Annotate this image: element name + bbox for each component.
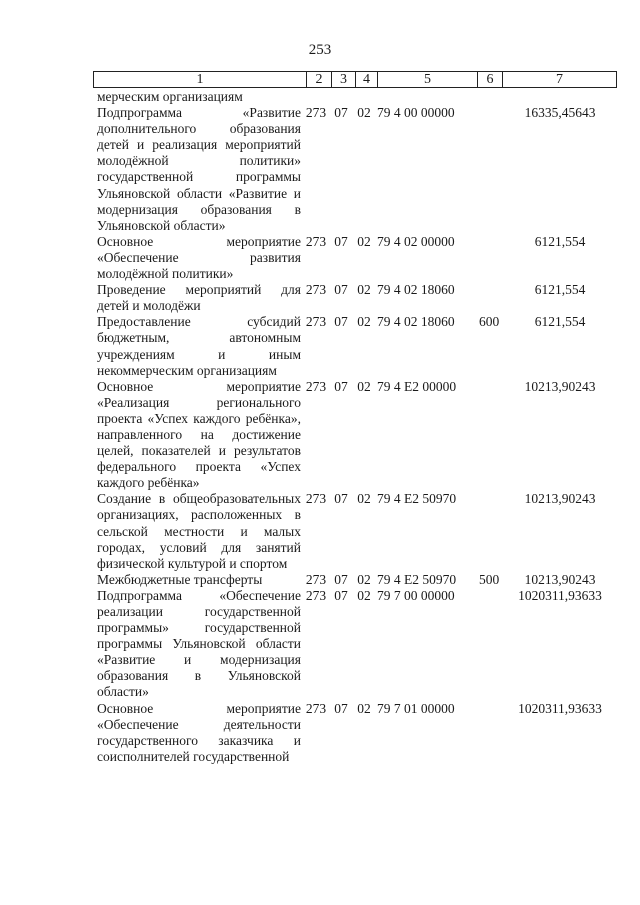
row-code-6: 500 [479, 571, 500, 587]
row-code-4: 02 [357, 700, 371, 716]
row-code-4: 02 [357, 491, 371, 507]
row-code-3: 07 [334, 233, 348, 249]
row-code-4: 02 [357, 571, 371, 587]
row-code-3: 07 [334, 700, 348, 716]
row-code-2: 273 [305, 282, 327, 298]
header-col-7: 7 [502, 72, 616, 87]
table-row [97, 588, 617, 701]
row-code-6: 600 [479, 314, 500, 330]
row-code-5: 79 4 Е2 50970 [377, 491, 457, 507]
row-description: Основное мероприятие «Обеспечение развития молодёжной политики» [97, 233, 301, 282]
row-code-3: 07 [334, 378, 348, 394]
row-code-3: 07 [334, 571, 348, 587]
row-description: Основное мероприятие «Реализация регионального проекта «Успех каждого ребёнка», направленного на достижение целей, показателей и результатов федерального проекта «Успех каждого ребёнка» [97, 378, 301, 491]
row-code-4: 02 [357, 587, 371, 603]
row-code-2: 273 [305, 700, 327, 716]
row-code-3: 07 [334, 282, 348, 298]
row-description: Создание в общеобразовательных организациях, расположенных в сельской местности и малых городах, условий для занятий физической культурой и спортом [97, 491, 301, 571]
row-amount: 1020311,93633 [518, 700, 602, 716]
row-code-2: 273 [305, 587, 327, 603]
row-code-3: 07 [334, 314, 348, 330]
table-row [97, 314, 617, 378]
table-header [93, 71, 617, 88]
table-row [97, 572, 617, 588]
row-code-4: 02 [357, 233, 371, 249]
row-code-5: 79 4 02 18060 [377, 282, 455, 298]
table-body [97, 89, 617, 765]
row-description: мерческим организациям [97, 89, 243, 104]
row-amount: 10213,90243 [524, 378, 596, 394]
row-code-5: 79 7 01 00000 [377, 700, 455, 716]
table-row [97, 379, 617, 492]
header-col-6: 6 [477, 72, 502, 87]
table-row [97, 89, 617, 105]
row-amount: 10213,90243 [524, 571, 596, 587]
row-code-5: 79 4 02 00000 [377, 233, 455, 249]
header-col-1: 1 [196, 72, 204, 87]
row-code-5: 79 4 Е2 00000 [377, 378, 457, 394]
row-description: Подпрограмма «Обеспечение реализации государственной программы» государственной программы Ульяновской области «Развитие и модернизация образования в Ульяновской области» [97, 587, 301, 700]
table-row [97, 491, 617, 571]
row-code-2: 273 [305, 491, 327, 507]
row-code-2: 273 [305, 571, 327, 587]
row-code-2: 273 [305, 314, 327, 330]
row-code-5: 79 4 02 18060 [377, 314, 455, 330]
row-code-5: 79 7 00 00000 [377, 587, 455, 603]
row-description: Проведение мероприятий для детей и молодёжи [97, 282, 301, 314]
row-amount: 16335,45643 [524, 105, 596, 121]
header-col-3: 3 [331, 72, 355, 87]
row-amount: 6121,554 [534, 233, 586, 249]
table-row [97, 701, 617, 765]
row-description: Основное мероприятие «Обеспечение деятельности государственного заказчика и соисполнителей государственной [97, 700, 301, 764]
row-code-5: 79 4 Е2 50970 [377, 571, 457, 587]
row-code-2: 273 [305, 105, 327, 121]
row-code-5: 79 4 00 00000 [377, 105, 455, 121]
row-amount: 6121,554 [534, 314, 586, 330]
table-row [97, 282, 617, 314]
header-col-2: 2 [306, 72, 331, 87]
row-code-3: 07 [334, 105, 348, 121]
table-row [97, 234, 617, 282]
row-amount: 6121,554 [534, 282, 586, 298]
row-description: Предоставление субсидий бюджетным, автономным учреждениям и иным некоммерческим организациям [97, 314, 301, 378]
row-code-4: 02 [357, 314, 371, 330]
row-amount: 1020311,93633 [518, 587, 602, 603]
row-code-2: 273 [305, 378, 327, 394]
row-code-3: 07 [334, 491, 348, 507]
row-code-3: 07 [334, 587, 348, 603]
row-code-4: 02 [357, 282, 371, 298]
header-col-5: 5 [377, 72, 477, 87]
row-description: Межбюджетные трансферты [97, 571, 263, 587]
header-col-4: 4 [355, 72, 377, 87]
row-code-2: 273 [305, 233, 327, 249]
page-number: 253 [308, 42, 332, 58]
row-code-4: 02 [357, 105, 371, 121]
row-code-4: 02 [357, 378, 371, 394]
row-description: Подпрограмма «Развитие дополнительного образования детей и реализация мероприятий молодёжной политики» государственной программы Ульяновской области «Развитие и модернизация образования в Ульяновской области» [97, 105, 301, 233]
row-amount: 10213,90243 [524, 491, 596, 507]
table-row [97, 105, 617, 234]
